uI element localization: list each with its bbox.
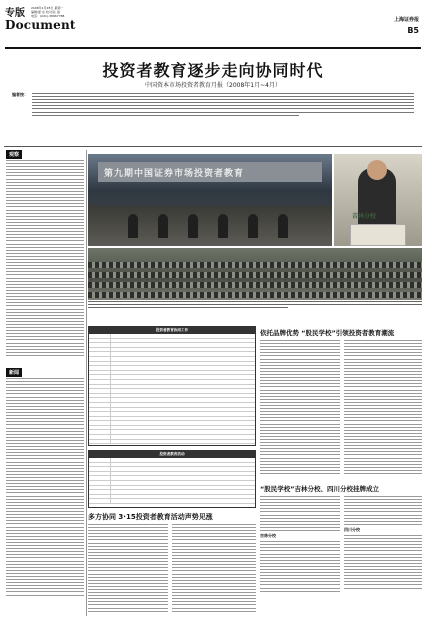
events-table: [88, 326, 256, 446]
article-branches-col1: [260, 496, 340, 616]
subhead-sichuan: 四川分校: [344, 526, 360, 532]
header-meta-date: 2008年1月28日 星期一: [31, 6, 64, 10]
audience-row: [88, 282, 422, 288]
photo-person: [248, 214, 258, 238]
table-title: 投资者教育活动: [89, 451, 255, 458]
header-meta-phone: 电话：(021)-38967788: [31, 14, 65, 18]
photo-person: [158, 214, 168, 238]
article-title-315: 多方协同 3·15投资者教育活动声势见涨: [88, 513, 213, 521]
column-name: Document: [5, 18, 76, 32]
header-rule: [5, 47, 421, 49]
article-315-col1: [88, 524, 168, 616]
article-brand-col2: [344, 340, 422, 480]
audience-hall-photo: [88, 248, 422, 300]
activities-table: [88, 450, 256, 508]
editor-note-body: [32, 92, 414, 118]
page-subtitle: 中国资本市场投资者教育月报（2008年1月~4月）: [145, 82, 281, 89]
editor-note: [12, 92, 414, 142]
audience-row: [88, 272, 422, 278]
photo-person: [188, 214, 198, 238]
subhead-jilin: 吉林分校: [260, 533, 276, 539]
section-tab-observe: 观察: [6, 150, 22, 159]
article-title-branches: “股民学校”吉林分校、四川分校挂牌成立: [260, 485, 380, 493]
section-tag: 专版: [5, 8, 25, 19]
page-title: 投资者教育逐步走向协同时代: [102, 61, 324, 80]
table-title: 投资者教育协同工作: [89, 327, 255, 334]
audience-row: [88, 292, 422, 298]
podium: [350, 224, 406, 246]
photo-person: [128, 214, 138, 238]
left-column-article-1: [6, 160, 84, 360]
header-meta-editor: 编辑/夏 东 校对/张 丽: [31, 10, 60, 14]
podium-sign: 吉林分校: [352, 213, 377, 220]
divider: [4, 146, 422, 147]
article-title-brand: 依托品牌优势 “股民学校”引领投资者教育潮流: [260, 329, 395, 337]
section-tab-news: 新闻: [6, 368, 22, 377]
photo-stage: [88, 206, 332, 246]
speaker-photo: [334, 154, 422, 246]
audience-row: [88, 262, 422, 268]
article-brand-col1: [260, 340, 340, 480]
editor-note-label: 编者按：: [12, 92, 28, 97]
photo-person: [278, 214, 288, 238]
photo-caption: [88, 301, 422, 310]
photo-banner-text: 第九期中国证券市场投资者教育: [104, 169, 245, 179]
article-315-col2: [172, 524, 256, 616]
photo-person: [218, 214, 228, 238]
paper-name: 上海证券报: [393, 17, 419, 23]
column-divider-left: [86, 150, 87, 616]
left-column-article-2: [6, 378, 84, 616]
article-branches-col2: [344, 496, 422, 616]
conference-stage-photo: [88, 154, 332, 246]
speaker-head: [367, 160, 387, 180]
page-header: [3, 2, 423, 50]
page-number: B5: [407, 26, 419, 35]
header-meta: [31, 6, 221, 18]
